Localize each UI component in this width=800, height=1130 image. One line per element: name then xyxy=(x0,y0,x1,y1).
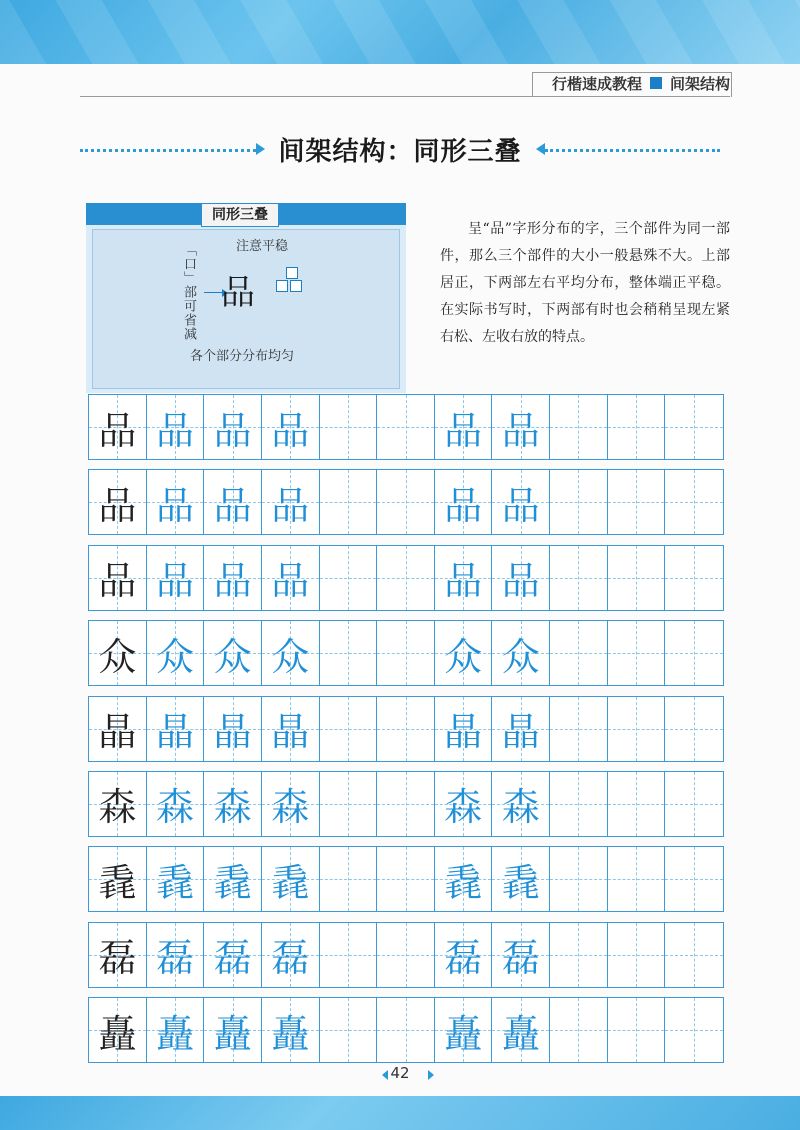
running-head-section: 间架结构 xyxy=(669,74,730,93)
empty-practice-cell xyxy=(665,621,723,685)
empty-practice-cell xyxy=(320,546,378,610)
trace-char-cell xyxy=(262,847,320,911)
trace-char-cell xyxy=(492,395,550,459)
trace-char: 品 xyxy=(501,483,540,528)
trace-char: 矗 xyxy=(213,1011,252,1056)
model-char-cell xyxy=(89,546,147,610)
empty-practice-cell xyxy=(665,546,723,610)
trace-char: 品 xyxy=(213,408,252,453)
empty-practice-cell xyxy=(377,395,435,459)
trace-char: 磊 xyxy=(501,936,540,981)
trace-char: 矗 xyxy=(501,1011,540,1056)
trace-char: 磊 xyxy=(444,936,483,981)
trace-char: 众 xyxy=(155,634,194,679)
trace-char-cell xyxy=(262,697,320,761)
practice-row xyxy=(88,997,724,1063)
model-char-cell xyxy=(89,470,147,534)
trace-char: 品 xyxy=(155,559,194,604)
practice-row xyxy=(88,545,724,611)
empty-practice-cell xyxy=(320,998,378,1062)
trace-char-cell xyxy=(492,847,550,911)
empty-practice-cell xyxy=(377,923,435,987)
empty-practice-cell xyxy=(320,621,378,685)
trace-char: 晶 xyxy=(501,710,540,755)
trace-char: 毳 xyxy=(444,860,483,905)
empty-practice-cell xyxy=(377,772,435,836)
practice-row xyxy=(88,696,724,762)
panel-side-note: 「口」部可省减 xyxy=(181,243,196,341)
running-head-book: 行楷速成教程 xyxy=(551,74,642,93)
trace-char-cell xyxy=(435,772,493,836)
trace-char-cell xyxy=(435,621,493,685)
title-dotted-line-right xyxy=(545,149,721,152)
empty-practice-cell xyxy=(550,998,608,1062)
trace-char-cell xyxy=(204,847,262,911)
trace-char: 矗 xyxy=(155,1011,194,1056)
model-char-cell xyxy=(89,697,147,761)
empty-practice-cell xyxy=(320,395,378,459)
title-dotted-line-left xyxy=(80,149,256,152)
practice-row xyxy=(88,922,724,988)
page-title: 间架结构：同形三叠 xyxy=(278,136,522,167)
empty-practice-cell xyxy=(550,847,608,911)
trace-char-cell xyxy=(435,998,493,1062)
trace-char: 毳 xyxy=(213,860,252,905)
empty-practice-cell xyxy=(377,998,435,1062)
trace-char: 森 xyxy=(501,785,540,830)
empty-practice-cell xyxy=(320,772,378,836)
trace-char-cell xyxy=(435,697,493,761)
top-decorative-band xyxy=(0,0,800,64)
empty-practice-cell xyxy=(320,923,378,987)
model-char-cell xyxy=(89,998,147,1062)
trace-char-cell xyxy=(492,923,550,987)
empty-practice-cell xyxy=(608,847,666,911)
trace-char-cell xyxy=(435,470,493,534)
model-char: 矗 xyxy=(98,1011,137,1056)
trace-char: 森 xyxy=(271,785,310,830)
trace-char: 品 xyxy=(271,559,310,604)
model-char-cell xyxy=(89,772,147,836)
trace-char: 品 xyxy=(213,483,252,528)
pointer-arrow-icon xyxy=(204,292,222,293)
trace-char-cell xyxy=(435,395,493,459)
trace-char-cell xyxy=(147,697,205,761)
trace-char: 矗 xyxy=(271,1011,310,1056)
model-char: 毳 xyxy=(98,860,137,905)
empty-practice-cell xyxy=(665,395,723,459)
practice-grid xyxy=(88,394,724,1073)
empty-practice-cell xyxy=(320,847,378,911)
trace-char: 晶 xyxy=(213,710,252,755)
trace-char-cell xyxy=(435,923,493,987)
trace-char-cell xyxy=(204,923,262,987)
empty-practice-cell xyxy=(608,772,666,836)
trace-char-cell xyxy=(435,847,493,911)
trace-char-cell xyxy=(204,621,262,685)
trace-char: 森 xyxy=(444,785,483,830)
trace-char: 品 xyxy=(271,408,310,453)
empty-practice-cell xyxy=(377,546,435,610)
trace-char-cell xyxy=(147,621,205,685)
empty-practice-cell xyxy=(665,470,723,534)
trace-char: 毳 xyxy=(501,860,540,905)
model-char: 品 xyxy=(98,559,137,604)
trace-char: 品 xyxy=(444,559,483,604)
trace-char-cell xyxy=(204,395,262,459)
trace-char-cell xyxy=(262,621,320,685)
trace-char-cell xyxy=(492,697,550,761)
empty-practice-cell xyxy=(608,621,666,685)
square-bullet-icon xyxy=(650,77,662,89)
trace-char: 品 xyxy=(155,483,194,528)
trace-char-cell xyxy=(262,546,320,610)
empty-practice-cell xyxy=(320,470,378,534)
trace-char: 晶 xyxy=(444,710,483,755)
trace-char-cell xyxy=(204,470,262,534)
practice-row xyxy=(88,846,724,912)
example-panel xyxy=(86,203,406,393)
trace-char-cell xyxy=(204,697,262,761)
trace-char: 毳 xyxy=(271,860,310,905)
trace-char-cell xyxy=(492,621,550,685)
trace-char-cell xyxy=(147,923,205,987)
trace-char-cell xyxy=(147,847,205,911)
model-char: 众 xyxy=(98,634,137,679)
trace-char-cell xyxy=(147,998,205,1062)
trace-char-cell xyxy=(492,998,550,1062)
empty-practice-cell xyxy=(550,546,608,610)
title-row xyxy=(80,128,720,170)
trace-char-cell xyxy=(147,470,205,534)
trace-char-cell xyxy=(492,546,550,610)
model-char-cell xyxy=(89,621,147,685)
trace-char: 晶 xyxy=(271,710,310,755)
empty-practice-cell xyxy=(608,395,666,459)
page-number: 42 xyxy=(390,1064,410,1082)
panel-note-bottom: 各个部分分布均匀 xyxy=(190,349,295,364)
structure-boxes-icon xyxy=(276,267,306,297)
page-arrow-right-icon xyxy=(428,1070,434,1080)
trace-char: 森 xyxy=(155,785,194,830)
trace-char: 众 xyxy=(213,634,252,679)
trace-char-cell xyxy=(204,546,262,610)
empty-practice-cell xyxy=(550,621,608,685)
header-rule xyxy=(80,96,730,97)
trace-char: 品 xyxy=(213,559,252,604)
empty-practice-cell xyxy=(550,923,608,987)
empty-practice-cell xyxy=(608,697,666,761)
trace-char: 品 xyxy=(444,483,483,528)
panel-note-top: 注意平稳 xyxy=(236,239,289,254)
panel-tab-label: 同形三叠 xyxy=(201,203,279,227)
empty-practice-cell xyxy=(665,697,723,761)
trace-char: 晶 xyxy=(155,710,194,755)
model-char: 品 xyxy=(98,408,137,453)
model-char: 品 xyxy=(98,483,137,528)
empty-practice-cell xyxy=(550,772,608,836)
empty-practice-cell xyxy=(608,546,666,610)
trace-char-cell xyxy=(262,395,320,459)
practice-row xyxy=(88,469,724,535)
trace-char: 品 xyxy=(501,559,540,604)
trace-char: 众 xyxy=(501,634,540,679)
panel-example-char: 品 xyxy=(221,273,255,313)
trace-char: 众 xyxy=(444,634,483,679)
trace-char-cell xyxy=(147,395,205,459)
trace-char-cell xyxy=(492,470,550,534)
trace-char: 毳 xyxy=(155,860,194,905)
trace-char-cell xyxy=(262,470,320,534)
trace-char: 森 xyxy=(213,785,252,830)
empty-practice-cell xyxy=(608,470,666,534)
empty-practice-cell xyxy=(550,470,608,534)
trace-char-cell xyxy=(435,546,493,610)
trace-char-cell xyxy=(147,772,205,836)
trace-char-cell xyxy=(204,772,262,836)
empty-practice-cell xyxy=(608,998,666,1062)
empty-practice-cell xyxy=(377,470,435,534)
trace-char: 众 xyxy=(271,634,310,679)
bottom-decorative-band xyxy=(0,1096,800,1130)
model-char-cell xyxy=(89,847,147,911)
practice-row xyxy=(88,620,724,686)
trace-char: 品 xyxy=(155,408,194,453)
trace-char-cell xyxy=(262,772,320,836)
arrow-right-icon xyxy=(256,143,265,155)
trace-char-cell xyxy=(262,923,320,987)
running-head xyxy=(552,72,730,94)
empty-practice-cell xyxy=(550,697,608,761)
practice-row xyxy=(88,394,724,460)
model-char: 森 xyxy=(98,785,137,830)
empty-practice-cell xyxy=(320,697,378,761)
trace-char: 磊 xyxy=(213,936,252,981)
empty-practice-cell xyxy=(665,998,723,1062)
trace-char: 矗 xyxy=(444,1011,483,1056)
arrow-left-icon xyxy=(536,143,545,155)
trace-char-cell xyxy=(204,998,262,1062)
trace-char-cell xyxy=(147,546,205,610)
model-char-cell xyxy=(89,923,147,987)
empty-practice-cell xyxy=(665,847,723,911)
empty-practice-cell xyxy=(377,847,435,911)
empty-practice-cell xyxy=(550,395,608,459)
model-char: 磊 xyxy=(98,936,137,981)
empty-practice-cell xyxy=(608,923,666,987)
empty-practice-cell xyxy=(377,621,435,685)
model-char-cell xyxy=(89,395,147,459)
model-char: 晶 xyxy=(98,710,137,755)
trace-char: 磊 xyxy=(155,936,194,981)
empty-practice-cell xyxy=(665,772,723,836)
trace-char-cell xyxy=(492,772,550,836)
practice-row xyxy=(88,771,724,837)
description-text: 呈“品”字形分布的字，三个部件为同一部件，那么三个部件的大小一般悬殊不大。上部居正，下两部左右平均分布，整体端正平稳。在实际书写时，下两部有时也会稍稍呈现左紧右松、左收右放的特点。 xyxy=(440,221,730,345)
trace-char: 磊 xyxy=(271,936,310,981)
description xyxy=(440,216,730,351)
empty-practice-cell xyxy=(665,923,723,987)
trace-char: 品 xyxy=(501,408,540,453)
trace-char: 品 xyxy=(444,408,483,453)
trace-char-cell xyxy=(262,998,320,1062)
trace-char: 品 xyxy=(271,483,310,528)
empty-practice-cell xyxy=(377,697,435,761)
